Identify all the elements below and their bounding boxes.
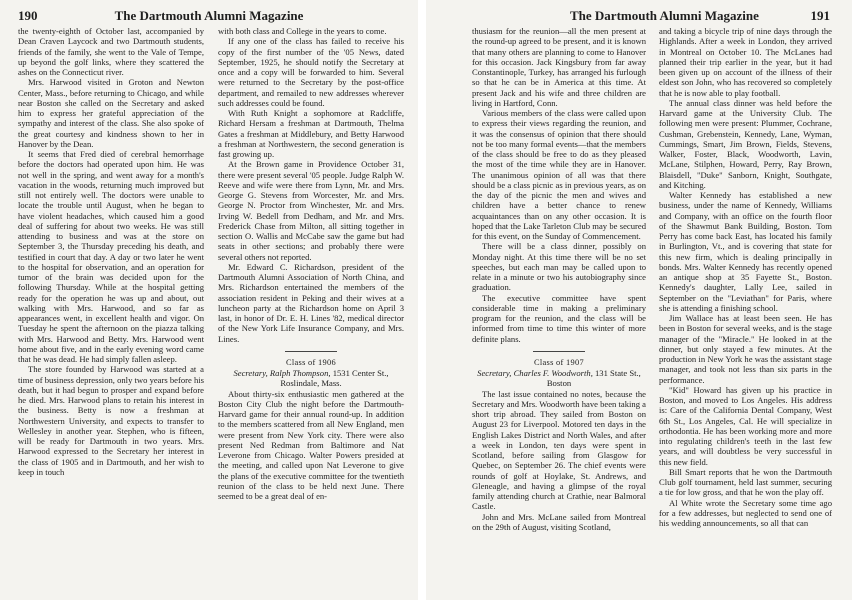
paragraph: Jim Wallace has at least been seen. He has been in Boston for several weeks, and is the stage manager of the "Miracle." He looked in at the dinner, but only stayed a few minutes. At the production in New York he was the assistant stage manager, and took not less than six parts in the performance.	[659, 313, 832, 385]
class-1907-secretary: Secretary, Charles F. Woodworth,	[477, 368, 593, 378]
right-column-2	[659, 26, 832, 596]
class-1907-heading: Class of 1907	[534, 357, 584, 367]
right-page	[426, 0, 852, 600]
paragraph: It seems that Fred died of cerebral hemorrhage before the doctors had operated upon him. He was not well in the spring, and went away for a month's vacation in the woods, returning much improved but still not entirely well. The doctors were unable to locate the trouble until August, when he began to have violent headaches, which caused him a good deal of suffering for about two weeks. He was still attending to business and was at the store on September 3, the Thursday preceding his death, and testified in court that day. A day or two later he went to the hospital for observation, and an operation for tumor of the brain was decided upon for the following Thursday. While at the hospital getting ready for the operation he was up and about, out walking with Mrs. Harwood, and so far as appearances went, in excellent health and vigor. On Tuesday he spent the afternoon on the piazza talking with Mrs. Harwood and Betty. Mrs. Harwood went home about five, and in the early evening word came that he was dead. He had simply fallen asleep.	[18, 149, 204, 364]
right-running-title: The Dartmouth Alumni Magazine	[570, 8, 759, 23]
class-1906-secretary-line	[218, 368, 404, 389]
class-1906-heading: Class of 1906	[286, 357, 336, 367]
paragraph: There will be a class dinner, possibly on Monday night. At this time there will be no set speeches, but each man may be called upon to relate in a minute or two his autobiography since graduation.	[472, 241, 646, 293]
right-page-number: 191	[810, 8, 830, 23]
paragraph: thusiasm for the reunion—all the men present at the round-up agreed to be present, and it is known that many others are planning to come to Hanover for this occasion. Jack Kingsbury from far away Constantinople, Turkey, has arranged his furlough so that he can be in America at this time. At present Jack and his wife and three children are living in Hartford, Conn.	[472, 26, 646, 108]
section-divider	[285, 351, 337, 352]
paragraph: Al White wrote the Secretary some time ago for a few addresses, but neglected to send one of his wedding announcements, so all that can	[659, 497, 832, 528]
paragraph: "Kid" Howard has given up his practice in Boston, and moved to Los Angeles. His address is: Care of the California Dental Company, West 6th St., Los Angeles, Cal. He will specialize in orthodontia. He has been working more and more into regulating children's teeth in the last few years, and will doubtless be very successful in this new field.	[659, 384, 832, 467]
left-page	[0, 0, 418, 600]
paragraph: with both class and College in the years to come.	[218, 26, 387, 36]
right-col2-paragraphs	[659, 26, 832, 528]
paragraph: The executive committee have spent considerable time in making a preliminary program for the reunion, and the class will be informed from time to time this winter of more definite plans.	[472, 292, 646, 344]
right-col1-paragraphs-a	[472, 26, 646, 344]
paragraph: Walter Kennedy has established a new business, under the name of Kennedy, Williams and Company, with an office on the fourth floor of the Shawmut Bank Building, Boston. Tom Perry has come back East, has located his family in Burlington, Vt., and is covering that state for this new firm, which is dealing principally in bonds. Mrs. Walter Kennedy has recently opened an antique shop at 35 Fayette St., Boston. Kennedy's daughter, Lally Lee, sailed in September on the "Leviathan" for Paris, where she is attending a finishing school.	[659, 190, 832, 313]
paragraph: With Ruth Knight a sophomore at Radcliffe, Richard Hersam a freshman at Dartmouth, Thelma Gates a freshman at Middlebury, and Betty Harwood a freshman at Northwestern, the second generation is fast growing up.	[218, 108, 404, 159]
right-col1-paragraphs-b	[472, 389, 646, 533]
paragraph: Bill Smart reports that he won the Dartmouth Club golf tournament, held last summer, securing a tie for low gross, and that he won the play off.	[659, 466, 832, 498]
paragraph: and taking a bicycle trip of nine days through the Highlands. After a week in London, they arrived in Montreal on October 10. The McLanes had planned their trip earlier in the year, but it had been given up on account of the illness of their eldest son John, who has recovered so completely that he is now able to play football.	[659, 26, 832, 98]
class-1906-address: 1531 Center St., Roslindale, Mass.	[280, 368, 389, 389]
class-1907-address: 131 State St., Boston	[546, 368, 641, 389]
section-divider	[533, 351, 585, 352]
paragraph: If any one of the class has failed to receive his copy of the first number of the '05 News, dated September, 1925, he should notify the Secretary at once and a copy will be forwarded to him. Several were returned to the Secretary by the post-office department, and remailed to new addresses wherever such addresses could be found.	[218, 36, 404, 108]
right-page-header	[426, 8, 852, 22]
left-column-1	[18, 26, 204, 596]
paragraph: The store founded by Harwood was started at a time of business depression, only two years before his death, but it had begun to prosper and expand before he died. Mrs. Harwood plans to retain his interest in the business. Betty is now a freshman at Northwestern University, and expects to transfer to Wellesley in another year. Stephen, who is fifteen, will be ready for Dartmouth in two years. Mrs. Harwood expressed to the Secretary her interest in the class of 1905 and in Dartmouth, and her wish to keep in touch	[18, 364, 204, 477]
paragraph: About thirty-six enthusiastic men gathered at the Boston City Club the night before the Dartmouth-Harvard game for their annual round-up. In addition to the members scattered from all New England, men were present from New York city. There were also present Ned Redman from Baltimore and Nat Leverone from Chicago. Walter Powers presided at the meeting, and called upon Nat Leverone to give the plans of the executive committee for the twentieth reunion of the class to be held next June. There seemed to be a great deal of en-	[218, 388, 404, 501]
paragraph: the twenty-eighth of October last, accompanied by Dean Craven Laycock and two Dartmouth students, friends of the family, she went to the Vale of Tempe, up beyond the golf links, where they scattered the ashes on the Connecticut river.	[18, 26, 204, 77]
paragraph: The annual class dinner was held before the Harvard game at the University Club. The following men were present: Plummer, Cochrane, Cushman, Grebenstein, Kennedy, Lane, Wyman, Cummings, Smart, Jim Brown, Fields, Stevens, Walker, Foster, Black, Woodworth, Lavin, McLane, Stilphen, Howard, Perry, Ray Brown, Blaisdell, "Duke" Sanborn, Knight, Southgate, and Kitching.	[659, 97, 832, 190]
page-gutter	[418, 0, 426, 600]
class-1906-secretary: Secretary, Ralph Thompson,	[233, 368, 331, 378]
paragraph: Various members of the class were called upon to express their views regarding the reunion, and it was the consensus of opinion that there should not be too many formal events—that the members of the class should be free to do as they pleased the most of the time while they are in Hanover. The unanimous opinion of all was that there should be a class picnic as in previous years, as on the day of the picnic the men and wives and children have a better chance to renew acquaintances than on any other occasion. It is hoped that the Lake Tarleton Club may be secured for this event, on the Sunday of Commencement.	[472, 108, 646, 241]
right-column-1	[472, 26, 646, 596]
paragraph: John and Mrs. McLane sailed from Montreal on the 29th of August, visiting Scotland,	[472, 511, 646, 532]
left-col2-paragraphs-b	[218, 389, 404, 502]
left-column-2	[218, 26, 404, 596]
left-col2-paragraphs-a	[218, 26, 404, 344]
paragraph: The last issue contained no notes, because the Secretary and Mrs. Woodworth have been taking a short trip abroad. They sailed from Boston on August 23 for Liverpool. Motored ten days in the English Lakes District and North Wales, and after a week in London, ten days were spent in Scotland, before sailing from Glasgow for Quebec, on September 26. The chief events were rounds of golf at Hoylake, St. Andrews, and Gleneagle, and having a glimpse of the royal family attending church at Crathie, near Balmoral Castle.	[472, 388, 646, 512]
left-page-number: 190	[18, 8, 38, 23]
paragraph: At the Brown game in Providence October 31, there were present several '05 people. Judge Ralph W. Reeve and wife were there from Lynn, Mr. and Mrs. George G. Stevens from Worcester, Mr. and Mrs. George N. Proctor from Winchester, Mr. and Mrs. Irving W. Bedell from Dedham, and Mr. and Mrs. Frederick Chase from Milton, all sitting together in section O. Wallis and McCabe saw the game but had seats in other sections; and probably there were several others not reported.	[218, 159, 404, 262]
left-page-header	[0, 8, 418, 22]
paragraph: Mrs. Harwood visited in Groton and Newton Center, Mass., before returning to Chicago, and while near Boston she called on the Secretary and asked him to express her grateful appreciation of the sympathy and interest of the class. She also spoke of the great courtesy and kindness shown to her in Hanover by the Dean.	[18, 77, 204, 149]
left-col1-paragraphs	[18, 26, 204, 477]
left-running-title: The Dartmouth Alumni Magazine	[114, 8, 304, 23]
paragraph: Mr. Edward C. Richardson, president of the Dartmouth Alumni Association of North China, and Mrs. Richardson entertained the members of the association resident in Peking and their wives at a luncheon party at the Richardson home on April 3 last, in honor of Dr. E. H. Lines '82, medical director of the New York Life Insurance Company, and Mrs. Lines.	[218, 261, 404, 344]
class-1907-secretary-line	[472, 368, 646, 389]
